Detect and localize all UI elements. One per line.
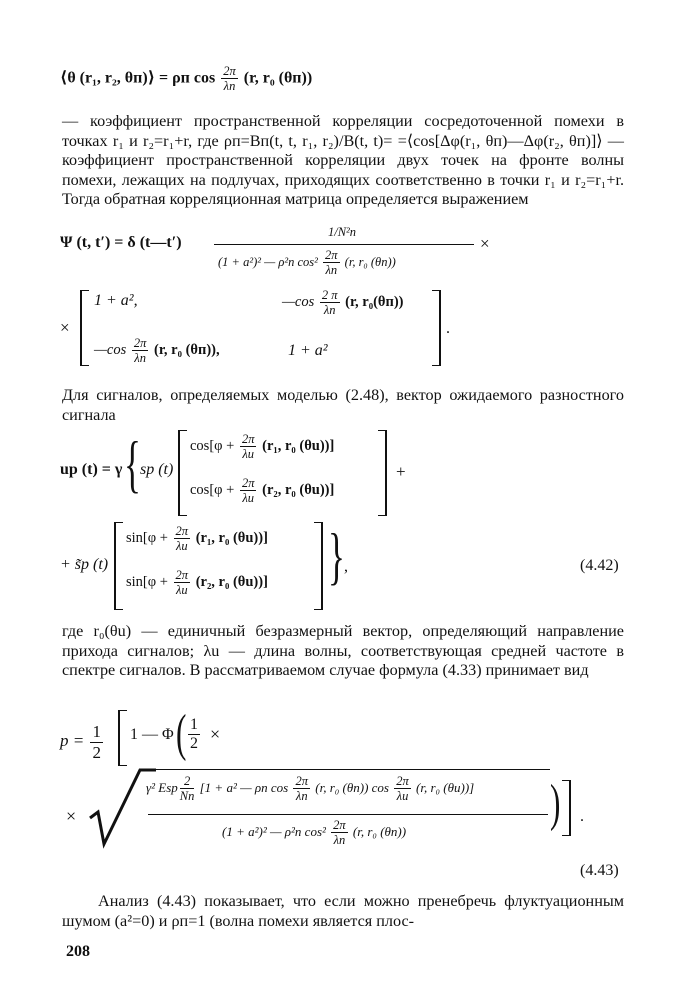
eq-up-row2-fd: λu	[242, 491, 255, 506]
eq-p-end: .	[580, 808, 584, 825]
eq-p-half2-frac	[188, 716, 200, 754]
page-number: 208	[66, 943, 90, 960]
eq-p-denominator	[222, 818, 406, 848]
eq-p-half-d: 2	[92, 742, 101, 762]
eq-up-row3-frac	[174, 524, 191, 554]
eq-up-bracket-right-2	[314, 522, 323, 610]
eq-up-plus: +	[396, 462, 406, 481]
eq-p-half2-d: 2	[190, 735, 198, 753]
eq-up-row1-fn: 2π	[241, 432, 255, 446]
eq-p-half-n: 1	[92, 722, 101, 741]
eq-p-num-b: [1 + a² — ρп cos	[199, 779, 289, 795]
eq-top-fraction	[221, 64, 238, 94]
paragraph-4	[62, 892, 624, 931]
eq-up-brace-right: }	[328, 520, 345, 591]
eq-psi-denominator	[218, 248, 396, 278]
eq-up-end: ,	[344, 558, 348, 575]
eq-p-den-fn: 2π	[333, 818, 346, 832]
eq-p-num-b-fn: 2π	[295, 774, 308, 788]
eq-up-row1-frac	[240, 432, 257, 462]
eq-up-row3	[126, 524, 268, 554]
paragraph-4-text: Анализ (4.43) показывает, что если можно пренебречь флуктуационным шумом (a²=0) и ρп=1 (волна помехи является плос-	[62, 892, 624, 930]
matrix1-m21-fd: λп	[134, 351, 146, 366]
eq-up-row4-frac	[174, 568, 191, 598]
eq-p-den-fd: λп	[333, 833, 346, 848]
eq-p-paren-left: (	[176, 705, 187, 762]
eq-up-bracket-left-1	[178, 430, 187, 516]
eq-psi-den-frac	[323, 248, 340, 278]
eq-psi-den-left: (1 + a²)² — ρ²п cos²	[218, 254, 318, 269]
equation-correlation	[60, 64, 312, 94]
eq-p-num-c-frac	[394, 774, 411, 804]
eq-p-num-b-frac	[293, 774, 310, 804]
eq-up-row4-pre: sin[φ +	[126, 574, 168, 591]
matrix1-times: ×	[60, 318, 70, 337]
eq-psi-den-frac-den: λп	[325, 263, 338, 278]
paragraph-2-text: Для сигналов, определяемых моделью (2.48), вектор ожидаемого разностного сигнала	[62, 386, 624, 424]
paragraph-2	[62, 386, 624, 425]
eq-up-row3-post: (r₁, r₀ (θu))]	[195, 530, 268, 547]
matrix1-m12-fn: 2 π	[321, 288, 338, 302]
eq-p-numerator	[146, 774, 474, 804]
eq-psi-fraction-line	[214, 244, 474, 245]
eq-p-half2-n: 1	[188, 716, 200, 735]
eq-up-bracket-right-1	[378, 430, 387, 516]
eq-psi-den-frac-num: 2π	[325, 248, 338, 262]
eq-up-row2-pre: cos[φ +	[190, 482, 235, 499]
matrix1-m22: 1 + a²	[288, 342, 328, 359]
eq-top-frac-num: 2π	[223, 64, 236, 78]
matrix1-end: .	[446, 320, 450, 337]
eq-psi-den-right: (r, r₀ (θп))	[344, 254, 396, 269]
eq-up-row1-pre: cos[φ +	[190, 438, 235, 455]
eq-top-lhs: ⟨θ (r₁, r₂, θп)⟩ = ρп cos	[60, 69, 216, 87]
eq-p-num-c-fd: λu	[396, 789, 409, 804]
eq-up-row4-fn: 2π	[175, 568, 189, 582]
eq-psi-times: ×	[480, 234, 490, 253]
matrix1-m21-pre: —cos	[94, 342, 127, 359]
eq-p-den-frac	[331, 818, 348, 848]
eq-p-bracket-left	[118, 710, 127, 766]
eq-p-num-a-fd: Nп	[179, 789, 195, 804]
eq-up-row4-post: (r₂, r₀ (θu))]	[195, 574, 268, 591]
eq-up-row2-post: (r₂, r₀ (θu))]	[262, 482, 335, 499]
eq-up-bracket-left-2	[114, 522, 123, 610]
paragraph-3-text: где r₀(θu) — единичный безразмерный вектор, определяющий направление прихода сигналов; λu — длина волны, соответствующая средней частоте в спектре сигналов. В рассматриваемом случае формула (4.33) принимает вид	[62, 622, 624, 680]
eq-psi-fraction	[212, 224, 472, 240]
matrix1-m21-fn: 2π	[133, 336, 147, 350]
equation-psi	[60, 234, 182, 252]
eq-up-row4	[126, 568, 268, 598]
equation-number-4-42: (4.42)	[580, 557, 619, 574]
paragraph-1-text: — коэффициент пространственной корреляции сосредоточенной помехи в точках r₁ и r₂=r₁+r, где ρп=Bп(t, t, r₁, r₂)/B(t, t)= =⟨cos[Δφ(r₁, θп)—Δφ(r₂, θп)]⟩ — коэффициент пространственной корреляции двух точек на фронте волны помехи, лежащих на подлучах, приходящих соответственно в точки r₁ и r₂=r₁+r. Тогда обратная корреляционная матрица определяется выражением	[62, 112, 624, 209]
equation-number-4-43: (4.43)	[580, 862, 619, 879]
matrix1-right-bracket	[432, 290, 441, 366]
eq-p-line1	[60, 722, 105, 762]
eq-up-row1-post: (r₁, r₀ (θu))]	[262, 438, 335, 455]
matrix1-m12-fd: λп	[323, 303, 336, 318]
matrix1-m12-pre: —cos	[282, 294, 315, 311]
eq-up-sp2: + s̃р (t)	[60, 556, 109, 573]
matrix1-m12-post: (r, r₀(θп))	[345, 294, 404, 311]
matrix1-m12	[282, 288, 404, 318]
eq-up-row2-fn: 2π	[241, 476, 255, 490]
eq-top-frac-den: λп	[223, 79, 236, 94]
eq-p-fraction-line	[148, 814, 548, 815]
eq-up-lhs: uр (t) = γ	[60, 461, 123, 478]
matrix1-m12-frac	[320, 288, 340, 318]
paragraph-3	[62, 622, 624, 681]
eq-up-row4-fd: λu	[175, 583, 188, 598]
eq-p-num-b-fd: λп	[295, 789, 308, 804]
eq-up-row2-frac	[240, 476, 257, 506]
eq-psi-num: 1/N²п	[327, 225, 357, 239]
eq-up-row1-fd: λu	[242, 447, 255, 462]
eq-p-num-c: (r, r₀ (θп)) cos	[315, 779, 389, 795]
eq-up-brace-left: {	[124, 428, 141, 499]
eq-up-row3-fn: 2π	[175, 524, 189, 538]
matrix1-m21-post: (r, r₀ (θп)),	[154, 342, 220, 359]
eq-p-num-a: γ² Esp	[146, 779, 178, 795]
eq-p-times2: ×	[66, 806, 77, 826]
eq-p-num-d: (r, r₀ (θu))]	[416, 779, 475, 795]
matrix1-left-bracket	[80, 290, 89, 366]
eq-p-den-a: (1 + a²)² — ρ²п cos²	[222, 823, 326, 839]
eq-p-times1: ×	[210, 724, 221, 744]
eq-up-row3-fd: λu	[175, 539, 188, 554]
paragraph-1	[62, 112, 624, 210]
eq-up-row2	[190, 476, 334, 506]
matrix1-m11: 1 + a²,	[94, 292, 138, 309]
eq-psi-lhs: Ψ (t, t′) = δ (t—t′)	[60, 234, 182, 251]
eq-p-lhs: p =	[60, 730, 85, 750]
eq-p-sqrt-bar	[154, 769, 550, 770]
eq-p-den-b: (r, r₀ (θп))	[352, 823, 407, 839]
eq-p-mid: 1 — Φ	[130, 726, 174, 743]
eq-p-half2	[186, 716, 202, 754]
eq-up-sp: sр (t)	[140, 461, 174, 478]
eq-top-rhs: (r, r₀ (θп))	[243, 69, 313, 87]
eq-up-row3-pre: sin[φ +	[126, 530, 168, 547]
eq-p-num-a-frac	[180, 774, 195, 804]
eq-p-num-a-fn: 2	[180, 774, 195, 789]
matrix1-m21	[94, 336, 220, 366]
eq-p-num-c-fn: 2π	[396, 774, 409, 788]
eq-up-row1	[190, 432, 334, 462]
eq-p-bracket-right	[562, 780, 571, 836]
eq-p-paren-right: )	[550, 775, 561, 832]
eq-p-half	[90, 722, 103, 762]
matrix1-m21-frac	[132, 336, 149, 366]
